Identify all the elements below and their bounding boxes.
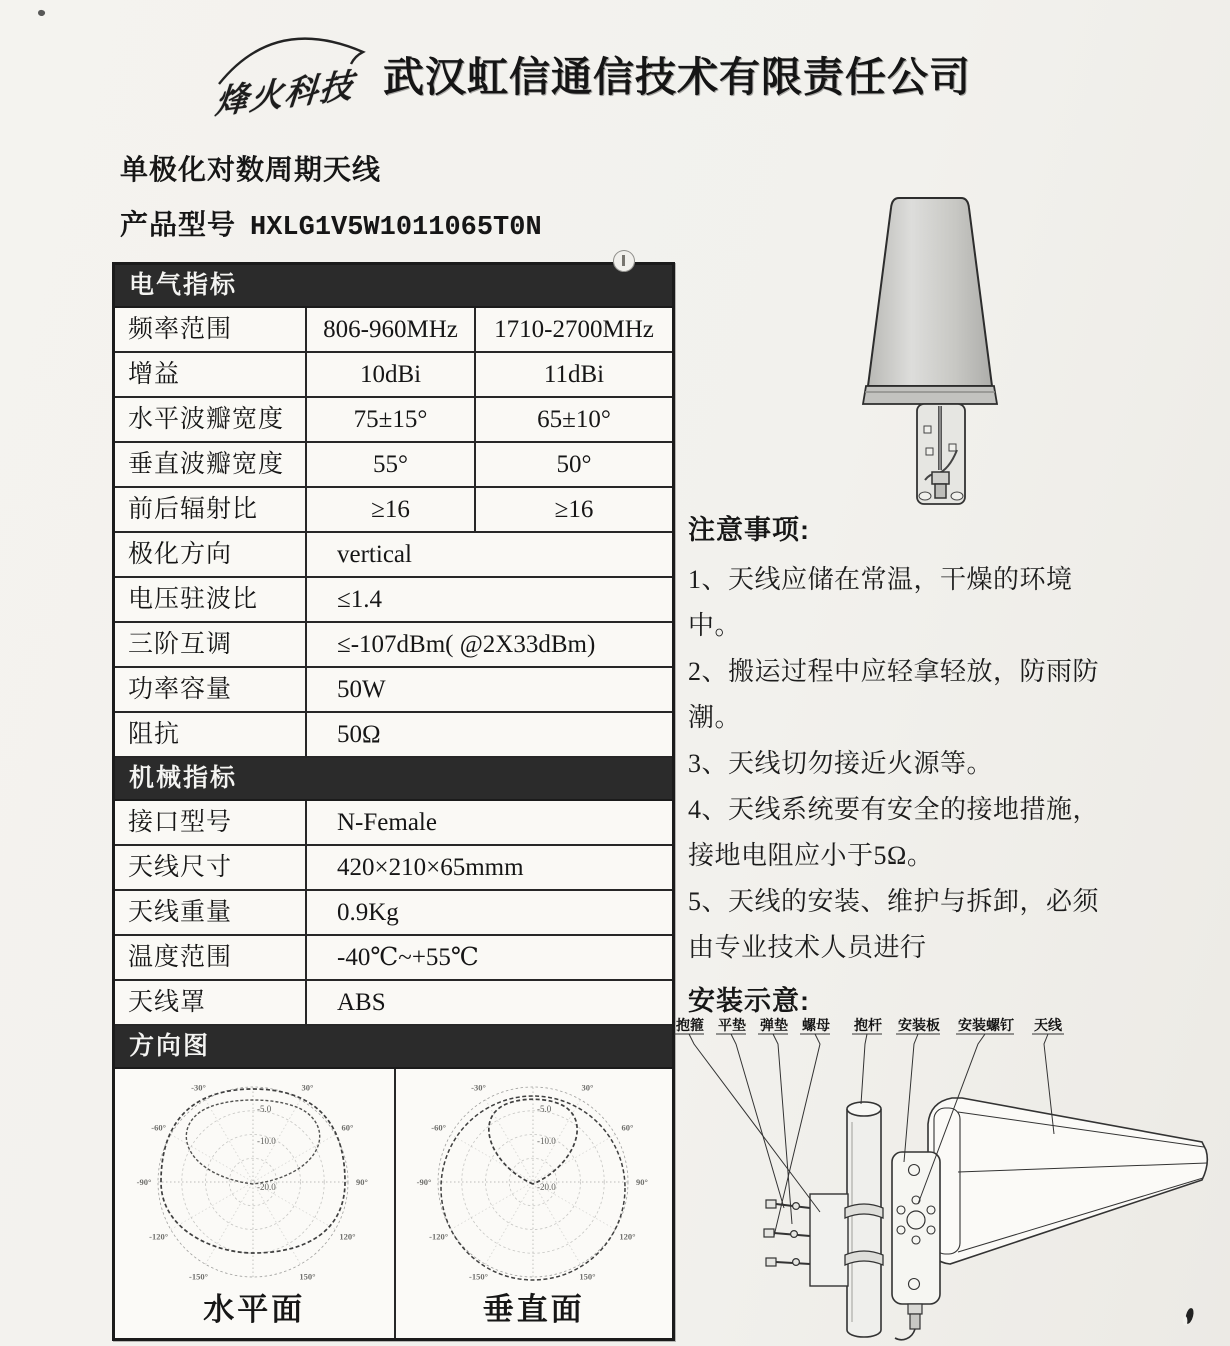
product-model-line — [120, 203, 542, 243]
table-row — [115, 578, 672, 623]
svg-text:150°: 150° — [299, 1271, 316, 1282]
row-label: 垂直波瓣宽度 — [115, 443, 307, 486]
row-label: 前后辐射比 — [115, 488, 307, 531]
row-value-low-band: 10dBi — [307, 353, 476, 396]
svg-text:-120°: -120° — [428, 1231, 448, 1242]
vertical-pattern-plot — [408, 1072, 660, 1294]
svg-text:-60°: -60° — [430, 1122, 446, 1133]
svg-text:120°: 120° — [619, 1231, 636, 1242]
notes-list — [688, 557, 1124, 971]
table-row — [115, 443, 672, 488]
row-label: 增益 — [115, 353, 307, 396]
bracket-foot — [951, 492, 963, 500]
note-item: 5、天线的安装、维护与拆卸，必须由专业技术人员进行 — [688, 887, 1100, 962]
svg-text:-5.0: -5.0 — [257, 1104, 272, 1114]
row-value-high-band: 1710-2700MHz — [494, 316, 654, 343]
svg-text:30°: 30° — [301, 1082, 314, 1093]
install-connector — [908, 1304, 922, 1314]
pattern-section-header: 方向图 — [115, 1026, 672, 1069]
install-labels — [675, 1017, 1063, 1034]
row-label: 天线罩 — [115, 981, 307, 1024]
row-value-high-band: 11dBi — [543, 361, 605, 388]
row-value: 0.9Kg — [337, 899, 399, 926]
svg-text:-20.0: -20.0 — [536, 1182, 556, 1192]
table-row — [115, 533, 672, 578]
horizontal-pattern-cell — [115, 1069, 394, 1338]
bracket-screw — [924, 426, 931, 433]
company-name: 武汉虹信通信技术有限责任公司 — [383, 54, 971, 100]
rf-connector-thread — [935, 484, 946, 498]
spec-table — [112, 262, 675, 1341]
row-label: 功率容量 — [115, 668, 307, 711]
model-label: 产品型号 — [120, 209, 237, 240]
mechanical-rows — [115, 801, 672, 1026]
row-value: 50W — [337, 676, 386, 703]
electrical-section-header: 电气指标 — [115, 265, 672, 308]
row-label: 温度范围 — [115, 936, 307, 979]
table-row — [115, 488, 672, 533]
svg-text:30°: 30° — [581, 1082, 594, 1093]
row-value: ≤1.4 — [337, 586, 382, 613]
svg-text:-150°: -150° — [468, 1271, 488, 1282]
table-row — [115, 891, 672, 936]
row-value: -40℃~+55℃ — [337, 944, 479, 971]
install-connector-thread — [910, 1314, 920, 1329]
svg-text:-90°: -90° — [136, 1177, 152, 1187]
svg-text:-10.0: -10.0 — [536, 1136, 556, 1146]
row-value-low-band: 55° — [307, 443, 476, 486]
row-value-high-band: 50° — [556, 451, 592, 478]
table-row — [115, 936, 672, 981]
svg-text:90°: 90° — [635, 1177, 648, 1187]
row-label: 阻抗 — [115, 713, 307, 756]
label-antenna: 天线 — [1034, 1019, 1062, 1034]
horizontal-pattern-plot — [128, 1072, 380, 1294]
row-label: 三阶互调 — [115, 623, 307, 666]
table-row — [115, 623, 672, 668]
radome-body — [868, 198, 992, 386]
vertical-plane-caption: 垂直面 — [482, 1292, 585, 1327]
row-label: 极化方向 — [115, 533, 307, 576]
row-value-high-band: ≥16 — [554, 496, 594, 523]
row-value-low-band: ≥16 — [307, 488, 476, 531]
row-label: 天线重量 — [115, 891, 307, 934]
row-label: 水平波瓣宽度 — [115, 398, 307, 441]
note-item: 1、天线应储在常温，干燥的环境中。 — [688, 565, 1073, 640]
company-logo — [205, 26, 380, 121]
row-value: ≤-107dBm( @2X33dBm) — [337, 631, 596, 658]
row-value: N-Female — [337, 809, 437, 836]
install-cable — [895, 1329, 915, 1340]
row-value-high-band: 65±10° — [537, 406, 611, 433]
clamp-back-plate — [810, 1194, 848, 1286]
scan-speck — [37, 9, 46, 17]
product-title: 单极化对数周期天线 — [120, 154, 382, 185]
label-pole: 抱杆 — [854, 1019, 882, 1034]
electrical-single-value-rows — [115, 533, 672, 758]
svg-text:60°: 60° — [341, 1122, 354, 1133]
svg-text:-30°: -30° — [191, 1082, 207, 1093]
table-row — [115, 398, 672, 443]
svg-text:-10.0: -10.0 — [257, 1136, 276, 1146]
install-antenna-body — [928, 1098, 1207, 1264]
row-value-low-band: 806-960MHz — [307, 308, 476, 351]
label-spring-washer: 弹垫 — [760, 1019, 788, 1034]
notes-title: 注意事项: — [688, 515, 810, 545]
logo-text: 烽火科技 — [213, 65, 357, 122]
bracket-foot — [919, 492, 931, 500]
row-label: 电压驻波比 — [115, 578, 307, 621]
row-value: 50Ω — [337, 721, 381, 748]
svg-text:-120°: -120° — [149, 1231, 169, 1242]
row-label: 接口型号 — [115, 801, 307, 844]
antenna-product-image — [845, 188, 1015, 508]
svg-text:-150°: -150° — [189, 1271, 209, 1282]
label-mount-screw: 安装螺钉 — [958, 1019, 1014, 1034]
svg-text:-5.0: -5.0 — [536, 1104, 551, 1114]
svg-text:-30°: -30° — [470, 1082, 486, 1093]
row-value: vertical — [337, 541, 412, 568]
bracket-screw — [926, 448, 933, 455]
radiation-pattern-plots — [115, 1069, 672, 1338]
table-row — [115, 846, 672, 891]
table-row — [115, 353, 672, 398]
notes-section — [688, 508, 1124, 1018]
install-pole-top — [847, 1102, 881, 1116]
svg-text:120°: 120° — [339, 1231, 356, 1242]
row-label: 频率范围 — [115, 308, 307, 351]
bracket-screw — [949, 444, 956, 451]
note-item: 4、天线系统要有安全的接地措施，接地电阻应小于5Ω。 — [688, 795, 1100, 870]
note-item: 2、搬运过程中应轻拿轻放，防雨防潮。 — [688, 657, 1100, 732]
rf-connector — [932, 472, 949, 484]
scan-correction-mark — [613, 250, 635, 272]
row-value: 420×210×65mmm — [337, 854, 524, 881]
installation-diagram — [662, 1012, 1230, 1346]
label-nut: 螺母 — [802, 1019, 830, 1034]
table-row — [115, 801, 672, 846]
table-row — [115, 713, 672, 758]
mechanical-section-header: 机械指标 — [115, 758, 672, 801]
label-clamp: 抱箍 — [676, 1019, 704, 1034]
svg-text:-20.0: -20.0 — [257, 1182, 276, 1192]
install-title: 安装示意: — [688, 986, 810, 1016]
row-value: ABS — [337, 989, 386, 1016]
electrical-two-value-rows — [115, 308, 672, 533]
note-item: 3、天线切勿接近火源等。 — [688, 749, 994, 778]
row-label: 天线尺寸 — [115, 846, 307, 889]
row-value-low-band: 75±15° — [307, 398, 476, 441]
svg-text:60°: 60° — [621, 1122, 634, 1133]
svg-text:-90°: -90° — [416, 1177, 432, 1187]
table-row — [115, 668, 672, 713]
radome-base-band — [863, 386, 997, 404]
horizontal-plane-caption: 水平面 — [203, 1292, 306, 1327]
svg-text:150°: 150° — [579, 1271, 596, 1282]
vertical-pattern-cell — [394, 1069, 673, 1338]
model-value: HXLG1V5W1011065T0N — [250, 213, 542, 243]
label-mount-plate: 安装板 — [898, 1019, 940, 1034]
table-row — [115, 981, 672, 1026]
label-flat-washer: 平垫 — [718, 1019, 746, 1034]
svg-text:-60°: -60° — [151, 1122, 167, 1133]
svg-text:90°: 90° — [356, 1177, 369, 1187]
table-row — [115, 308, 672, 353]
